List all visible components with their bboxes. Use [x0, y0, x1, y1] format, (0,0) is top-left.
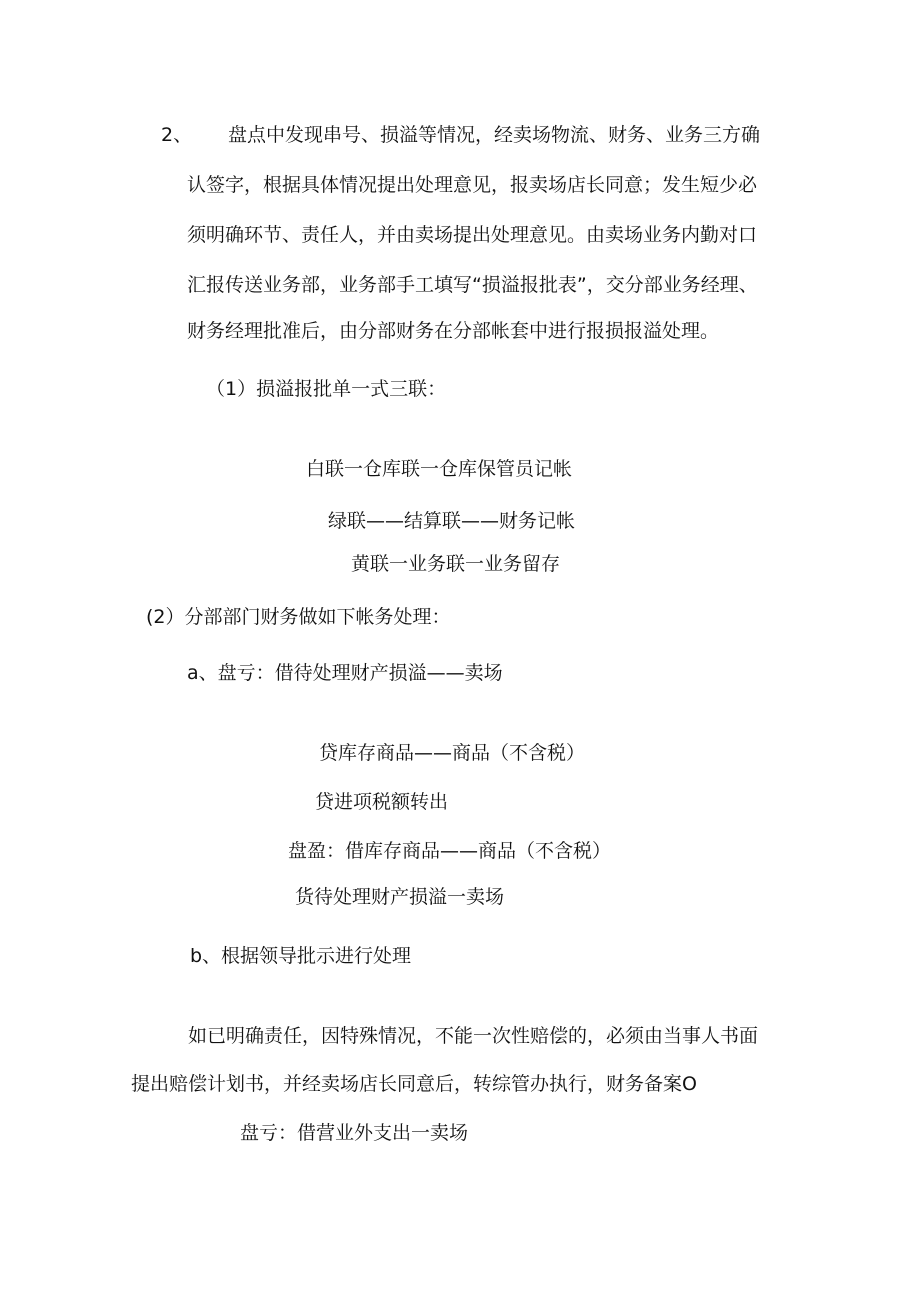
paragraph-line: 如已明确责任，因特殊情况，不能一次性赔偿的，必须由当事人书面 — [188, 1025, 759, 1047]
copy-line: 黄联一业务联一业务留存 — [351, 553, 561, 575]
subheading: (2）分部部门财务做如下帐务处理： — [146, 606, 451, 628]
copy-line: 白联一仓库联一仓库保管员记帐 — [306, 458, 573, 480]
journal-entry: 贷库存商品——商品（不含税） — [319, 742, 586, 764]
journal-entry: 贷进项税额转出 — [315, 791, 449, 813]
paragraph-line: 汇报传送业务部，业务部手工填写“损溢报批表”，交分部业务经理、 — [187, 274, 758, 296]
journal-entry: 盘亏：借营业外支出一卖场 — [240, 1122, 469, 1144]
journal-entry: 盘盈：借库存商品——商品（不含税） — [288, 840, 612, 862]
paragraph-line: 财务经理批准后，由分部财务在分部帐套中进行报损报溢处理。 — [187, 320, 720, 342]
journal-entry: 货待处理财产损溢一卖场 — [295, 886, 505, 908]
copy-line: 绿联——结算联——财务记帐 — [328, 510, 576, 532]
entry-heading: b、根据领导批示进行处理 — [190, 945, 412, 967]
paragraph-line: 须明确环节、责任人，并由卖场提出处理意见。由卖场业务内勤对口 — [187, 224, 758, 246]
paragraph-line: 提出赔偿计划书，并经卖场店长同意后，转综管办执行，财务备案O — [131, 1073, 697, 1095]
entry-heading: a、盘亏：借待处理财产损溢——卖场 — [187, 662, 503, 684]
paragraph-line: 盘点中发现串号、损溢等情况，经卖场物流、财务、业务三方确 — [228, 124, 761, 146]
paragraph-line: 认签字，根据具体情况提出处理意见，报卖场店长同意；发生短少必 — [187, 174, 758, 196]
subheading: （1）损溢报批单一式三联： — [206, 378, 447, 400]
section-number: 2、 — [161, 124, 193, 146]
